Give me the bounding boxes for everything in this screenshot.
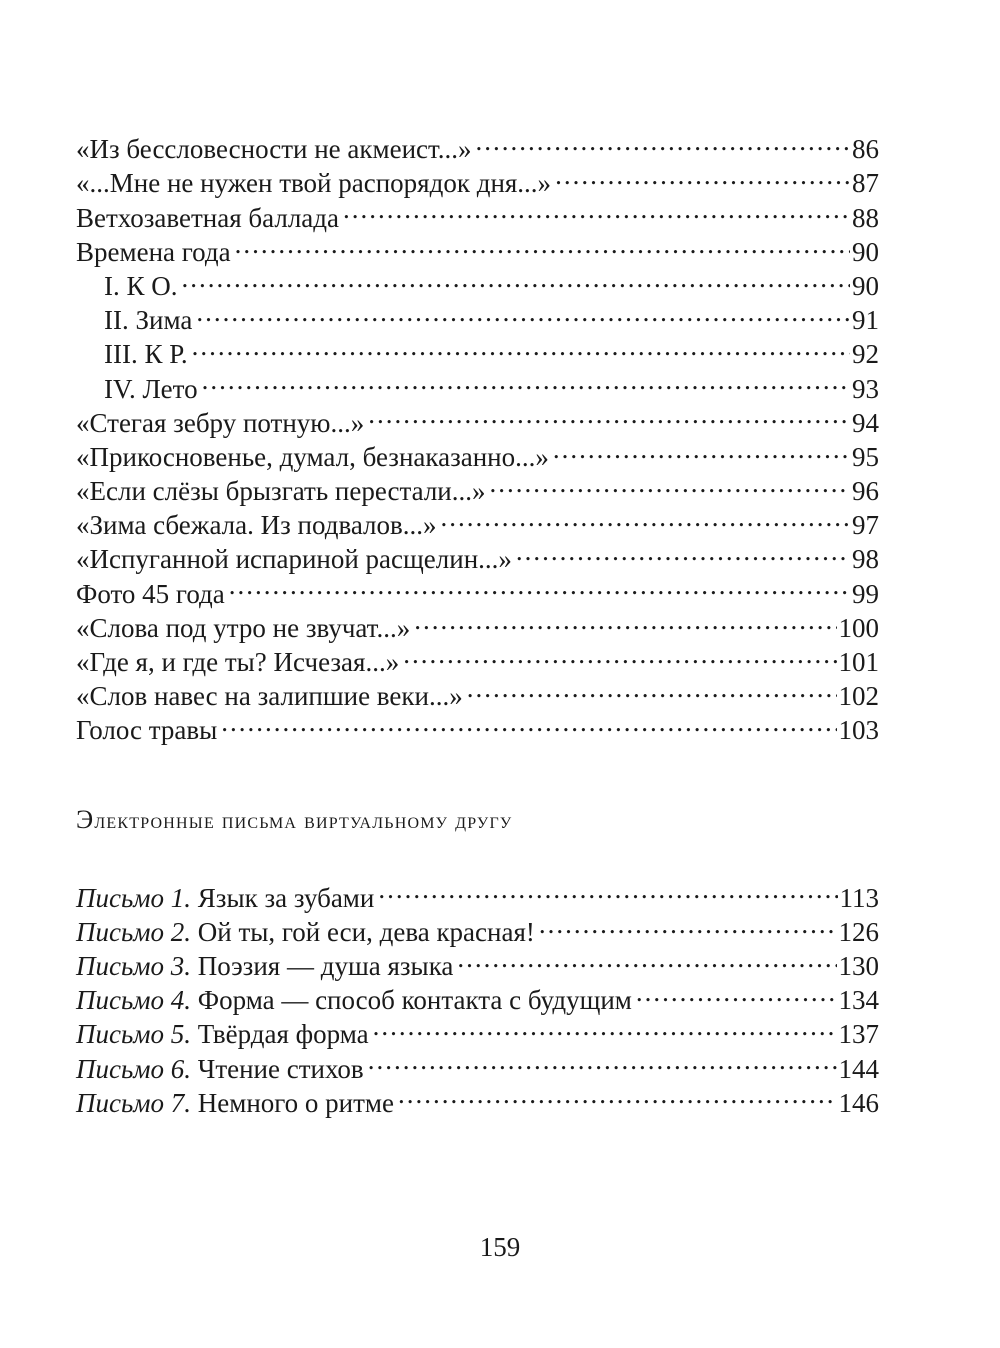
dot-leader xyxy=(636,975,837,1009)
toc-entry-title: «Прикосновенье, думал, безнаказанно...» xyxy=(76,441,549,472)
toc-entry-page: 95 xyxy=(852,441,879,472)
toc-entry-text: Немного о ритме xyxy=(191,1087,395,1118)
toc-entry-title: «Стегая зебру потную...» xyxy=(76,407,365,438)
toc-entry-title: Фото 45 года xyxy=(76,578,225,609)
toc-entry-title: I. К О. xyxy=(104,270,178,301)
toc-entry-title xyxy=(76,881,374,915)
toc-entry-page: 103 xyxy=(838,715,879,746)
page-number: 159 xyxy=(479,1232,521,1262)
dot-leader xyxy=(441,500,850,534)
toc-entry-text: Поэзия — душа языка xyxy=(191,950,454,981)
dot-leader xyxy=(368,1043,837,1077)
dot-leader xyxy=(221,705,836,739)
toc-entry-label: Письмо 6. xyxy=(76,1053,192,1084)
toc-entry-label: Письмо 2. xyxy=(76,916,192,947)
toc-entry-title: IV. Лето xyxy=(104,373,198,404)
toc-entry-label: Письмо 1. xyxy=(76,882,192,913)
toc-entry-label: Письмо 4. xyxy=(76,985,192,1016)
toc-entry-title: «Если слёзы брызгать перестали...» xyxy=(76,476,486,507)
toc-entry-title: «Из бессловесности не акмеист...» xyxy=(76,134,472,165)
toc-entry-page: 90 xyxy=(852,236,879,267)
toc-entry-label: Письмо 3. xyxy=(76,950,192,981)
dot-leader xyxy=(229,568,850,602)
dot-leader xyxy=(414,603,836,637)
toc-entry-page: 90 xyxy=(852,270,879,301)
toc-entry-page: 87 xyxy=(852,168,879,199)
toc-entry-text: Ой ты, гой еси, дева красная! xyxy=(191,916,535,947)
dot-leader xyxy=(553,432,850,466)
dot-leader xyxy=(373,1009,837,1043)
dot-leader xyxy=(539,907,837,941)
toc-entry-page: 134 xyxy=(838,985,879,1016)
toc-entry-page: 93 xyxy=(852,373,879,404)
toc-entry-title: II. Зима xyxy=(104,305,193,336)
toc-entry-page: 126 xyxy=(838,916,879,947)
dot-leader xyxy=(368,398,850,432)
toc-entry-title: Ветхозаветная баллада xyxy=(76,202,339,233)
toc-entry-title: «Зима сбежала. Из подвалов...» xyxy=(76,510,437,541)
toc-subentry xyxy=(76,363,879,404)
section-heading-text: лектронные письма виртуальному другу xyxy=(94,808,513,834)
toc-entry-page: 91 xyxy=(852,305,879,336)
toc-entry-page: 94 xyxy=(852,407,879,438)
toc-subentry xyxy=(76,261,879,301)
toc-entry-page: 101 xyxy=(838,647,879,677)
toc-entry-title xyxy=(76,1086,394,1120)
toc-entry-page: 99 xyxy=(852,578,879,609)
toc-entry-text: Язык за зубами xyxy=(191,882,375,913)
toc-entry-page: 88 xyxy=(852,202,879,233)
toc-entry-page: 96 xyxy=(852,476,879,507)
toc-entry-page: 137 xyxy=(838,1019,879,1050)
dot-leader xyxy=(378,872,837,906)
toc-entry xyxy=(76,872,879,913)
dot-leader xyxy=(398,1078,836,1112)
table-of-contents xyxy=(76,124,879,1118)
toc-entry-title: Голос травы xyxy=(76,715,218,746)
toc-entry-title: Времена года xyxy=(76,236,231,267)
toc-entry-title: «Слова под утро не звучат...» xyxy=(76,612,411,643)
toc-entry-title: III. К Р. xyxy=(104,339,188,370)
toc-subentry xyxy=(76,295,879,336)
dot-leader xyxy=(403,637,836,671)
dot-leader xyxy=(457,941,836,975)
toc-entry-title: «Испуганной испариной расщелин...» xyxy=(76,544,512,575)
toc-entry-title xyxy=(76,1017,369,1051)
dot-leader xyxy=(235,227,850,261)
toc-entry-text: Чтение стихов xyxy=(191,1053,364,1084)
toc-entry-title: «Слов навес на залипшие веки...» xyxy=(76,681,463,712)
toc-entry-page: 92 xyxy=(852,339,879,370)
toc-entry-page: 98 xyxy=(852,544,879,575)
toc-entry-page: 130 xyxy=(838,950,879,981)
toc-list-poems xyxy=(76,124,879,746)
dot-leader xyxy=(202,363,850,397)
toc-entry-page: 102 xyxy=(838,681,879,712)
dot-leader xyxy=(182,261,851,295)
dot-leader xyxy=(476,124,850,158)
dot-leader xyxy=(555,158,850,192)
toc-entry-text: Форма — способ контакта с будущим xyxy=(191,985,632,1016)
toc-entry-page: 113 xyxy=(839,882,879,913)
toc-entry-title xyxy=(76,949,453,983)
toc-entry-label: Письмо 5. xyxy=(76,1019,192,1050)
dot-leader xyxy=(516,534,850,568)
toc-entry-page: 100 xyxy=(838,612,879,643)
dot-leader xyxy=(196,295,850,329)
toc-entry-title: «Где я, и где ты? Исчезая...» xyxy=(76,647,400,677)
toc-entry-page: 86 xyxy=(852,134,879,165)
toc-entry-text: Твёрдая форма xyxy=(191,1019,369,1050)
toc-subentry xyxy=(76,329,879,370)
toc-entry-title: «...Мне не нужен твой распорядок дня...» xyxy=(76,168,552,199)
dot-leader xyxy=(192,329,850,363)
toc-entry-page: 97 xyxy=(852,510,879,541)
toc-list-letters xyxy=(76,872,879,1118)
toc-entry xyxy=(76,124,879,165)
toc-entry-page: 146 xyxy=(838,1087,879,1118)
toc-entry-title xyxy=(76,1052,364,1086)
section-heading xyxy=(76,805,879,836)
dot-leader xyxy=(343,192,850,226)
dot-leader xyxy=(467,671,837,705)
toc-entry-label: Письмо 7. xyxy=(76,1087,192,1118)
dot-leader xyxy=(490,466,850,500)
toc-entry-page: 144 xyxy=(838,1053,879,1084)
section-heading-initial: Э xyxy=(76,805,95,835)
